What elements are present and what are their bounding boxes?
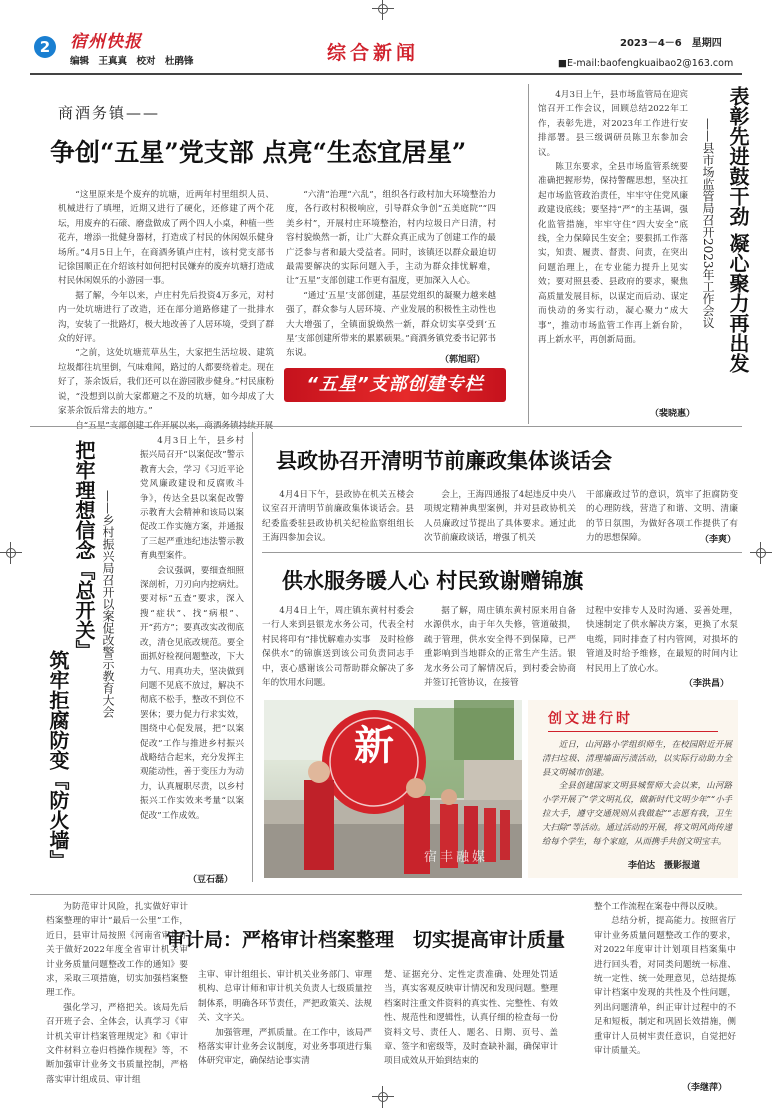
shenji-paragraph: 楚、证据充分、定性定责准确、处理处罚适当，真实客观反映审计情况和发现问题。整理档案时注重文件资料的真实性、完整性、有效性、规范性和逻辑性，认真仔细的检查每一份资料文号、责任人、题名、日期、页号、盖章、签字和密级等，及时查缺补漏，确保审计项目成效从开始到结束的 bbox=[384, 970, 558, 1067]
shenji-paragraph: 为防范审计风险，扎实做好审计档案整理的审计“最后一公里”工作，近日，县审计局按照《河南省审计厅关于做好2022年度全省审计机关审计业务质量问题整改工作的通知》要求，采取三项措施，切实加强档案整理工作。 bbox=[46, 902, 188, 999]
page-header bbox=[30, 32, 742, 72]
shenji-paragraph: 强化学习，严格把关。该局先后召开班子会、全体会，认真学习《审计机关审计档案管理规定》和《审计文件材料立卷归档操作规程》等，不断加强审计业务文书质量控制，严格落实审计组成员、审计组 bbox=[46, 1002, 188, 1085]
chuangwen-photo bbox=[264, 700, 522, 878]
zhengxie-paragraph: 4月4日下午，县政协在机关五楼会议室召开清明节前廉政集体谈话会。县纪委监委驻县政协机关纪检监察组组长王海四参加会议。 bbox=[262, 490, 414, 544]
wuxing-paragraph: “六清”治理“六乱”，组织各行政村加大环境整治力度，各行政村积极响应，引导群众争创“五美庭院”“四美乡村”，开展村庄环境整治，村内垃圾日产日清，村容村貌焕然一新，让广大群众真正成为了创建工作的最广泛参与者和最大受益者。同时，该镇还以群众最迫切最需要解决的实际问题入手，主动为群众排忧解难，让“五星”支部创建工作更有温度，更加深入人心。 bbox=[286, 190, 496, 287]
chuangwen-header-rule bbox=[548, 731, 718, 732]
rule-3 bbox=[30, 894, 742, 895]
header-rule bbox=[30, 73, 742, 75]
banner-text: “五星”支部创建专栏 bbox=[306, 374, 484, 395]
col-rule bbox=[528, 84, 529, 424]
shenji-title: 审计局：严格审计档案整理 切实提高审计质量 bbox=[166, 929, 566, 951]
chuangwen-header: 创文进行时 bbox=[548, 711, 633, 727]
commend-subtitle: ——县市场监管局召开2023年工作会议 bbox=[701, 118, 715, 329]
wuxing-banner bbox=[284, 368, 506, 402]
zhengxie-col-2 bbox=[424, 488, 576, 548]
wuxing-signature: （郭旭昭） bbox=[440, 355, 486, 365]
commend-paragraph: 陈卫东要求，全县市场监管系统要准确把握形势，保持警醒思想，坚决扛起市场监管政治责任，牢牢守住党风廉政建设底线；要坚持“严”的主基调，强化监管措施，牢牢守住“四大安全”底线，全力保障民生安全；要狠抓工作落实，知责、履责、督责、问责，在突出问题治理上，在专业能力提升上见实效；要对照县委、县政府的要求，聚焦高质量发展目标，以谋定而后动、谋定而快动的务实行动，凝心聚力“成大事”，推动市场监管工作再上新台阶，再上新水平，再创新局面。 bbox=[538, 162, 688, 345]
issue-date: 2023－4－6 星期四 bbox=[620, 38, 722, 49]
shenji-col-1 bbox=[46, 900, 188, 1092]
chuangwen-text bbox=[542, 738, 732, 856]
wuxing-paragraph: “这里原来是个废弃的坑塘，近两年村里组织人员、机械进行了填埋，近期又进行了硬化，还修建了两个花坛，用废弃的石磙、磨盘做成了两个四人小桌，种植一些花卉，增添一批健身器材，打造成了村民的休闲娱乐健身场所。”4月5日上午，在商酒务镇卢庄村，该村党支部书记徐国顺正在介绍该村如何把村民嫌弃的废弃坑塘打造成村民休闲娱乐的小游园一事。 bbox=[58, 190, 274, 287]
xiangcun-paragraph: 会议强调，要细查细照深剖析，刀刃向内挖病灶。要对标“五查”要求，深入搜“症状”、找“病根”、开“药方”；要真改实改彻底改，清仓见底改规范。要全面抓好检视问题整改，下大力气、用真功夫，坚决做到问题不见底不放过，解决不彻底不松手，整改不到位不罢休；要力促力行求实效，围绕中心促发展，把“以案促改”工作与推进乡村振兴战略结合起来，充分发挥主观能动性，善于变压力为动力，认真履职尽责，以乡村振兴工作实效来考量“以案促改”工作成效。 bbox=[140, 565, 244, 821]
xiangcun-signature: （豆石磊） bbox=[188, 875, 234, 885]
commend-paragraph: 4月3日上午，县市场监管局在迎宾馆召开工作会议，回顾总结2022年工作，表彰先进，对2023年工作进行安排部署。县三级调研员陈卫东参加会议。 bbox=[538, 90, 688, 158]
commend-text bbox=[538, 88, 688, 406]
rule-2 bbox=[262, 552, 742, 553]
page-number-badge: 2 bbox=[34, 36, 56, 58]
gongshui-col-2 bbox=[424, 604, 576, 688]
shenji-paragraph: 总结分析，提高能力。按照省厅审计业务质量问题整改工作的要求，对2022年度审计计划项目档案集中进行回头看，对同类问题统一标准、统一定性、统一处理意见，总结提炼审计档案中发现的共性及个性问题，列出问题清单，纠正审计过程中的不足和短板，制定和巩固长效措施，侧重审计人员树牢责任意识，自觉把好审计质量关。 bbox=[594, 916, 736, 1057]
rule-1 bbox=[30, 426, 742, 427]
xiangcun-text bbox=[140, 434, 244, 870]
zhengxie-title: 县政协召开清明节前廉政集体谈话会 bbox=[276, 448, 612, 473]
wuxing-headline: 争创“五星”党支部 点亮“生态宜居星” bbox=[50, 138, 467, 167]
section-title: 综合新闻 bbox=[326, 42, 419, 64]
crop-mark-bottom bbox=[376, 1090, 390, 1104]
chuangwen-box bbox=[528, 700, 738, 878]
commend-signature: （裴晓惠） bbox=[650, 409, 696, 419]
photo-watermark: 宿丰融媒 bbox=[424, 850, 489, 865]
xiangcun-title-a: 把牢理想信念『总开关』 bbox=[72, 440, 96, 660]
photo-sign-character: 新 bbox=[354, 722, 394, 769]
col-rule-2 bbox=[252, 432, 253, 882]
wuxing-column-2 bbox=[286, 188, 496, 359]
zhengxie-col-1 bbox=[262, 488, 414, 548]
chuangwen-signature: 李伯达 摄影报道 bbox=[628, 861, 701, 871]
commend-title: 表彰先进鼓干劲 凝心聚力再出发 bbox=[726, 86, 750, 373]
gongshui-title: 供水服务暖人心 村民致谢赠锦旗 bbox=[282, 568, 584, 593]
masthead-logo: 宿州快报 bbox=[70, 32, 142, 52]
gongshui-paragraph: 据了解，周庄镇东黄村原来用自备水源供水，由于年久失修，管道破损，疏于管理，供水安全得不到保障，已严重影响到当地群众的正常生产生活。银龙水务公司了解情况后，到村委会协商并签订托管协议，在接管 bbox=[424, 606, 576, 689]
shenji-paragraph: 加强管理，严抓质量。在工作中，该局严格落实审计业务会议制度，对业务事项进行集体研究审定，确保结论事实清 bbox=[198, 1027, 372, 1067]
shenji-signature: （李继萍） bbox=[682, 1083, 728, 1093]
wuxing-column-1 bbox=[58, 188, 274, 431]
crop-mark-left bbox=[4, 546, 18, 560]
wuxing-paragraph: 据了解，今年以来，卢庄村先后投资4万多元，对村内一处坑塘进行了改造，还在部分道路修建了一批排水沟，安装了一批路灯，极大地改善了人居环境，受到了群众的好评。 bbox=[58, 290, 274, 345]
gongshui-col-3 bbox=[586, 604, 738, 676]
shenji-paragraph: 主审、审计组组长、审计机关业务部门、审理机构、总审计师和审计机关负责人七级质量控制体系，明确各环节责任，严把政策关、法规关、文字关。 bbox=[198, 970, 372, 1024]
xiangcun-title-b: 筑牢拒腐防变『防火墙』 bbox=[46, 650, 70, 870]
gongshui-paragraph: 4月4日上午，周庄镇东黄村村委会一行人来到县银龙水务公司，代表全村村民将印有“排忧解难办实事 及时检修保供水”的锦旗送到该公司负责同志手中，衷心感谢该公司帮助群众解决了多年的饮用水问题。 bbox=[262, 606, 414, 689]
zhengxie-paragraph: 会上，王海四通报了4起违反中央八项规定精神典型案例，并对县政协机关人员廉政过节提出了具体要求。通过此次节前廉政谈话，增强了机关 bbox=[424, 490, 576, 544]
zhengxie-signature: （李爽） bbox=[700, 535, 737, 545]
gongshui-paragraph: 过程中安排专人及时沟通、妥善处理，快速制定了供水解决方案，更换了水泵电缆，同时排查了村内管网，对损坏的管道及时给予维修，在最短的时间内让村民用上了放心水。 bbox=[586, 606, 738, 674]
chuangwen-paragraph: 近日，山河路小学组织师生，在校园附近开展清扫垃圾、清理墙面污渍活动，以实际行动助力全县文明城市创建。 bbox=[542, 739, 732, 777]
staff-credits: 编辑 王真真 校对 杜鹃锋 bbox=[70, 56, 194, 67]
wuxing-kicker: 商酒务镇—— bbox=[58, 104, 161, 122]
zhengxie-paragraph: 干部廉政过节的意识，筑牢了拒腐防变的心理防线，营造了和谐、文明、清廉的节日氛围，为做好各项工作提供了有力的思想保障。 bbox=[586, 490, 738, 544]
wuxing-paragraph: “之前，这处坑塘荒草丛生，大家把生活垃圾、建筑垃圾都往坑里倒，气味难闻，路过的人都要绕着走。现在好了，茶余饭后，我们还可以在游园散步健身。”村民康粉说，“没想到以前大家都避之不及的坑塘，如今却成了大家茶余饭后常去的地方。” bbox=[58, 348, 274, 417]
shenji-col-4 bbox=[594, 900, 736, 1078]
wuxing-paragraph: 自“五星”支部创建工作开展以来，商酒务镇持续开展 bbox=[75, 420, 274, 431]
wuxing-paragraph: “通过‘五星’支部创建，基层党组织的凝聚力越来越强了，群众参与人居环境、产业发展的积极性主动性也大大增强了，全镇面貌焕然一新，群众切实享受到‘五星’支部创建所带来的累累硕果。”商酒务镇党委书记郭书东说。 bbox=[286, 290, 496, 359]
xiangcun-subtitle: ——乡村振兴局召开以案促改警示教育大会 bbox=[101, 490, 115, 718]
contact-email: ■E-mail:baofengkuaibao2@163.com bbox=[558, 58, 734, 69]
shenji-paragraph: 整个工作流程在案卷中得以反映。 bbox=[594, 902, 723, 912]
shenji-col-3 bbox=[384, 968, 558, 1084]
crop-mark-top bbox=[376, 2, 390, 16]
xiangcun-paragraph: 4月3日上午，县乡村振兴局召开“以案促改”警示教育大会，学习《习近平论党风廉政建设和反腐败斗争》，传达全县以案促改警示教育大会精神和该局以案促改工作实施方案，并通报了三起严重违纪违法警示教育典型案件。 bbox=[140, 436, 244, 562]
shenji-col-2 bbox=[198, 968, 372, 1084]
chuangwen-paragraph: 全县创建国家文明县城誓师大会以来，山河路小学开展了“学文明礼仪，做新时代文明少年”“小手拉大手，遵守交通规则从我做起”“志愿有我，卫生大扫除”等活动。通过活动的开展，将文明风尚传递给每个学生，每个家庭，从而携手共创文明宝丰。 bbox=[542, 780, 732, 846]
gongshui-signature: （李洪昌） bbox=[684, 679, 730, 689]
gongshui-col-1 bbox=[262, 604, 414, 688]
crop-mark-right bbox=[754, 546, 768, 560]
